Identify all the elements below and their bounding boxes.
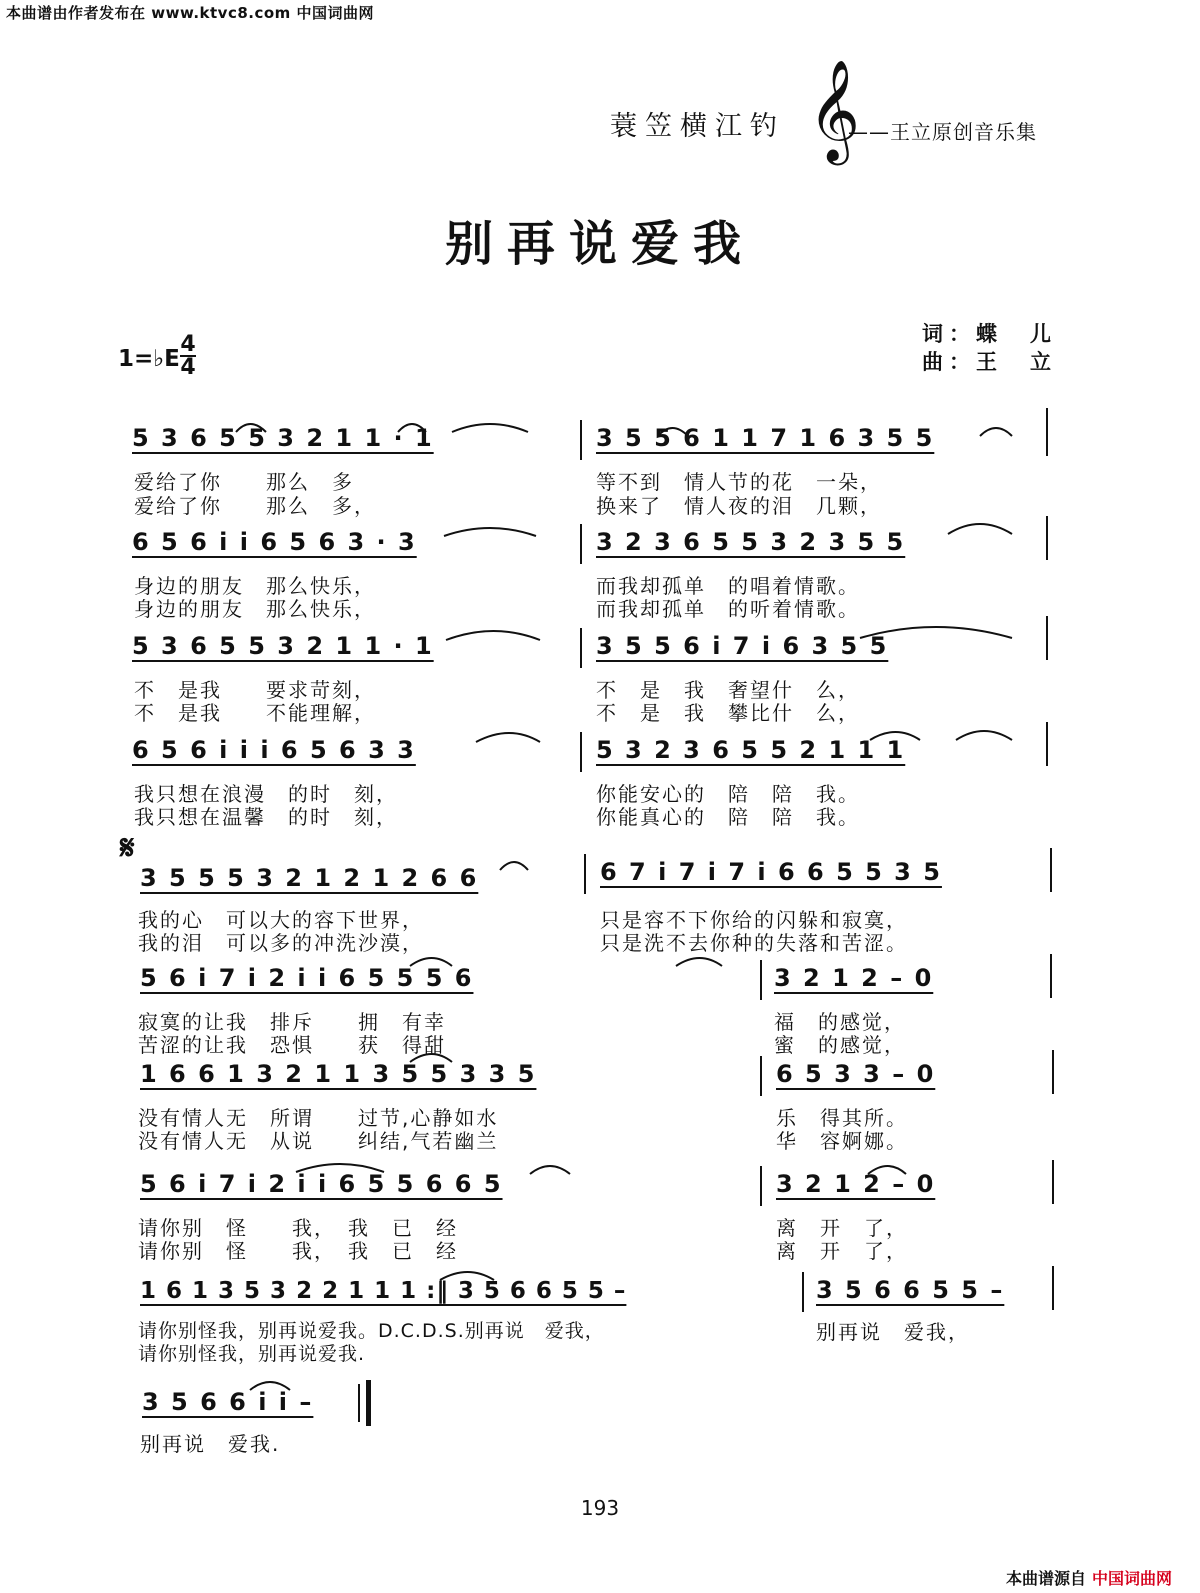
tie-mark [440,1272,494,1280]
notation-line: 3 5 5 5 3 2 1 2 1 2 6 6 [140,864,479,892]
notation-line: 3 5 6 6 5 5 – [816,1276,1005,1304]
lyric-line: 不 是 我 攀比什 么， [596,701,860,725]
lyric-line: 没有情人无 从说 纠结,气若幽兰 [138,1129,499,1153]
lyric-line: 请你别怪我，别再说爱我. [138,1343,366,1365]
lyric-line: 而我却孤单 的听着情歌。 [596,597,860,621]
lyric-line: 不 是我 要求苛刻， [134,678,376,702]
composer-credit: 曲：王 立 [922,350,1057,374]
tie-mark [446,631,540,640]
tie-mark [956,731,1012,740]
notation-line: 6 7 i 7 i 7 i 6 6 5 5 3 5 [600,858,942,886]
notation-line: 1 6 6 1 3 2 1 1 3 5 5 3 3 5 [140,1060,537,1088]
lyric-line: 身边的朋友 那么快乐， [134,574,376,598]
lyric-line: 我只想在浪漫 的时 刻， [134,782,398,806]
notation-line: 5 6 i 7 i 2 i i 6 5 5 6 6 5 [140,1170,503,1198]
lyric-line: 请你别 怪 我， 我 已 经 [138,1216,458,1240]
lyric-line: 乐 得其所。 [776,1106,908,1130]
lyric-line: 没有情人无 所谓 过节,心静如水 [138,1106,499,1130]
tie-mark [398,424,426,432]
lyric-line: 爱给了你 那么 多， [134,494,376,518]
collection-name: 蓑笠横江钓 [610,111,785,142]
lyric-line: 换来了 情人夜的泪 几颗， [596,494,882,518]
treble-clef-icon: 𝄞 [808,58,861,161]
lyric-line: 而我却孤单 的唱着情歌。 [596,574,860,598]
lyric-line: 别再说 爱我， [816,1320,970,1344]
song-title: 别再说爱我 [444,216,755,272]
lyric-line: 请你别怪我，别再说爱我。D.C.D.S.别再说 爱我， [138,1320,605,1342]
lyric-line: 苦涩的让我 恐惧 获 得甜 [138,1033,446,1057]
tie-mark [676,958,722,966]
lyric-line: 只是容不下你给的闪躲和寂寞， [600,908,908,932]
notation-line: 3 5 6 6 i i – [142,1388,314,1416]
collection-subtitle: ——王立原创音乐集 [848,120,1037,144]
notation-line: 6 5 6 i i 6 5 6 3 · 3 [132,528,417,556]
lyric-line: 请你别 怪 我， 我 已 经 [138,1239,458,1263]
tie-mark [250,1382,290,1390]
tie-mark [410,1054,452,1062]
key-signature: 1=♭E [118,346,180,372]
notation-line: 3 5 5 6 i 7 i 6 3 5 5 [596,632,889,660]
lyric-line: 不 是 我 奢望什 么， [596,678,860,702]
tie-mark [236,424,266,432]
notation-line: 3 2 3 6 5 5 3 2 3 5 5 [596,528,906,556]
tie-mark [452,424,528,432]
lyric-line: 离 开 了， [776,1239,908,1263]
lyric-line: 不 是我 不能理解， [134,701,376,725]
footer-watermark [1006,1566,1172,1589]
tie-mark [444,528,536,536]
footer-source: 本曲谱源自 [1005,1569,1086,1588]
lyric-line: 你能安心的 陪 陪 我。 [596,782,860,806]
watermark-top: 本曲谱由作者发布在 www.ktvc8.com 中国词曲网 [6,4,375,22]
lyric-line: 爱给了你 那么 多 [134,470,354,494]
time-signature-bottom: 4 [180,355,196,380]
tie-mark [296,1164,384,1172]
lyric-line: 离 开 了， [776,1216,908,1240]
lyric-line: 别再说 爱我. [140,1432,281,1456]
notation-line: 3 2 1 2 – 0 [776,1170,936,1198]
page-number: 193 [580,1496,620,1520]
lyric-line: 我的心 可以大的容下世界， [138,908,424,932]
segno-sign: 𝄋 [120,828,135,868]
tie-mark [860,627,1012,638]
tie-mark [948,524,1012,534]
notation-line: 1 6 1 3 5 3 2 2 1 1 1 :‖ 3 5 6 6 5 5 – [140,1278,627,1304]
lyric-line: 只是洗不去你种的失落和苦涩。 [600,931,908,955]
lyric-line: 华 容婀娜。 [776,1129,908,1153]
lyric-line: 蜜 的感觉， [774,1033,906,1057]
tie-mark [410,958,452,966]
tie-mark [476,733,540,742]
tie-mark [500,862,528,870]
lyric-line: 你能真心的 陪 陪 我。 [596,805,860,829]
lyric-line: 我的泪 可以多的冲洗沙漠， [138,931,424,955]
lyric-line: 身边的朋友 那么快乐， [134,597,376,621]
lyric-line: 等不到 情人节的花 一朵， [596,470,882,494]
notation-line: 3 5 5 6 1 1 7 1 6 3 5 5 [596,424,935,452]
lyric-line: 我只想在温馨 的时 刻， [134,805,398,829]
lyric-line: 福 的感觉， [774,1010,906,1034]
time-signature-top: 4 [180,332,196,357]
lyric-line: 寂寞的让我 排斥 拥 有幸 [138,1010,446,1034]
notation-line: 6 5 6 i i i 6 5 6 3 3 [132,736,416,764]
notation-line: 3 2 1 2 – 0 [774,964,934,992]
tie-mark [658,428,688,436]
tie-mark [980,428,1012,436]
notation-line: 5 3 2 3 6 5 5 2 1 1 1 [596,736,906,764]
tie-mark [870,732,920,740]
notation-line: 5 6 i 7 i 2 i i 6 5 5 5 6 [140,964,474,992]
footer-site: 中国词曲网 [1091,1569,1172,1588]
lyricist-credit: 词：蝶 儿 [922,322,1057,346]
notation-line: 5 3 6 5 5 3 2 1 1 · 1 [132,424,434,452]
tie-mark [530,1166,570,1174]
notation-line: 6 5 3 3 – 0 [776,1060,936,1088]
notation-line: 5 3 6 5 5 3 2 1 1 · 1 [132,632,434,660]
tie-mark [868,1166,906,1174]
